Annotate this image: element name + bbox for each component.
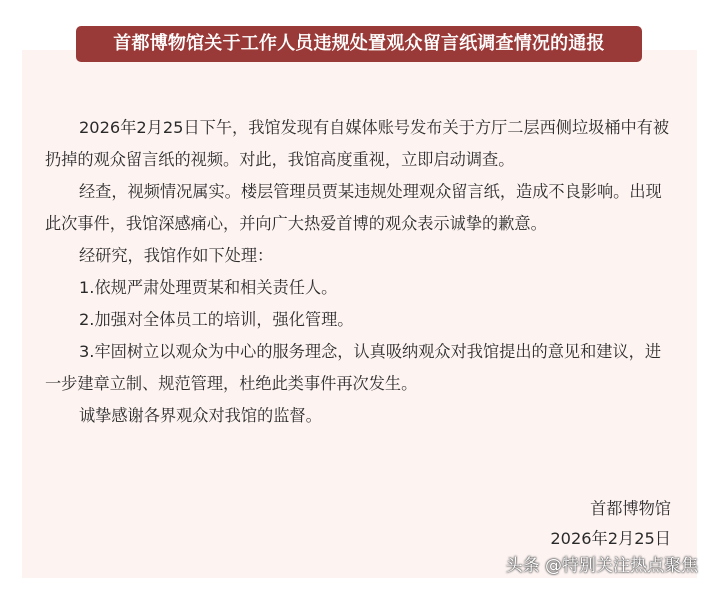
notice-body [45,112,670,432]
notice-title: 首都博物馆关于工作人员违规处置观众留言纸调查情况的通报 [76,26,642,62]
notice-signature [550,494,671,554]
paragraph-decision-intro: 经研究，我馆作如下处理： [79,246,274,265]
signature-date: 2026年2月25日 [550,529,671,548]
paragraph-measure-1: 1.依规严肃处理贾某和相关责任人。 [79,278,338,297]
paragraph-thanks: 诚挚感谢各界观众对我馆的监督。 [79,406,322,425]
paragraph-findings: 经查，视频情况属实。楼层管理员贾某违规处理观众留言纸，造成不良影响。出现此次事件，我馆深感痛心，并向广大热爱首博的观众表示诚挚的歉意。 [45,182,662,233]
paragraph-measure-2: 2.加强对全体员工的培训，强化管理。 [79,310,354,329]
paragraph-measure-3: 3.牢固树立以观众为中心的服务理念，认真吸纳观众对我馆提出的意见和建议，进一步建章立制、规范管理，杜绝此类事件再次发生。 [45,342,662,393]
paragraph-discovery: 2026年2月25日下午，我馆发现有自媒体账号发布关于方厅二层西侧垃圾桶中有被扔掉的观众留言纸的视频。对此，我馆高度重视，立即启动调查。 [45,118,670,169]
source-watermark: 头条 @特别关注热点聚焦 [505,556,698,576]
signature-org: 首都博物馆 [590,499,671,518]
